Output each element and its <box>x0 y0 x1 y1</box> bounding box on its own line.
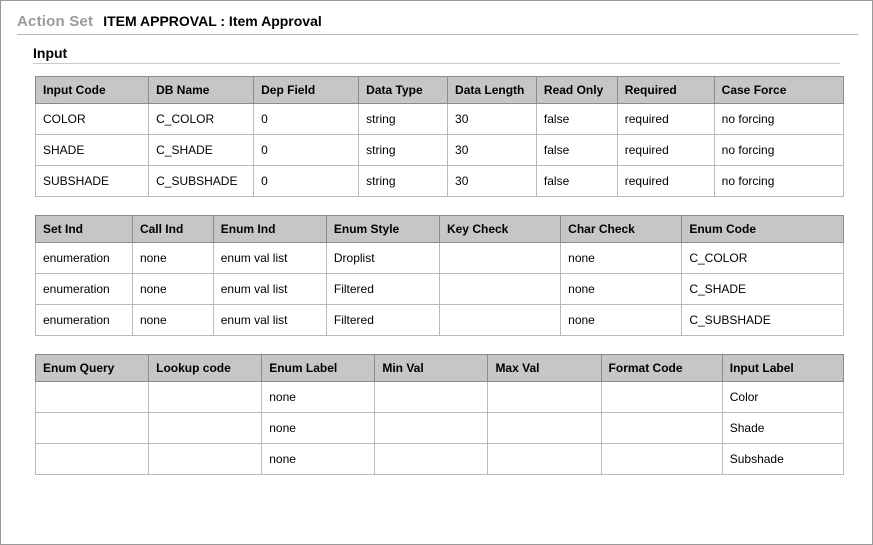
table-cell: required <box>617 166 714 197</box>
column-header: Call Ind <box>132 216 213 243</box>
input-definition-thead <box>36 77 844 104</box>
table-cell: no forcing <box>714 166 843 197</box>
table-cell: string <box>359 166 448 197</box>
column-header: Enum Label <box>262 355 375 382</box>
enum-settings-table <box>35 215 844 336</box>
column-header: Enum Style <box>326 216 439 243</box>
table-cell <box>149 413 262 444</box>
table-cell: no forcing <box>714 135 843 166</box>
column-header: Set Ind <box>36 216 133 243</box>
table-cell: false <box>536 104 617 135</box>
table-row <box>36 382 844 413</box>
enum-settings-thead <box>36 216 844 243</box>
column-header: Data Type <box>359 77 448 104</box>
table-cell: enum val list <box>213 243 326 274</box>
column-header: Format Code <box>601 355 722 382</box>
table-cell: SHADE <box>36 135 149 166</box>
table-row <box>36 413 844 444</box>
table-cell: COLOR <box>36 104 149 135</box>
table-cell <box>601 444 722 475</box>
table-cell: C_COLOR <box>149 104 254 135</box>
table-header-row <box>36 77 844 104</box>
table-cell: false <box>536 135 617 166</box>
table-cell <box>375 444 488 475</box>
table-cell: 30 <box>448 135 537 166</box>
table-cell <box>439 305 560 336</box>
table-cell: no forcing <box>714 104 843 135</box>
table-cell: false <box>536 166 617 197</box>
column-header: Key Check <box>439 216 560 243</box>
section-title-input: Input <box>33 45 68 61</box>
table-cell: Filtered <box>326 274 439 305</box>
table-header-row <box>36 216 844 243</box>
table-cell <box>36 382 149 413</box>
table-cell: 0 <box>254 104 359 135</box>
column-header: Required <box>617 77 714 104</box>
column-header: Enum Ind <box>213 216 326 243</box>
enum-query-table <box>35 354 844 475</box>
table-row <box>36 135 844 166</box>
table-row <box>36 305 844 336</box>
table-cell: none <box>561 274 682 305</box>
table-cell: string <box>359 135 448 166</box>
column-header: Min Val <box>375 355 488 382</box>
table-cell <box>375 382 488 413</box>
table-cell <box>149 444 262 475</box>
table-cell: enumeration <box>36 243 133 274</box>
input-definition-table <box>35 76 844 197</box>
table-cell: 30 <box>448 104 537 135</box>
enum-query-tbody <box>36 382 844 475</box>
table-row <box>36 243 844 274</box>
table-cell: C_SHADE <box>149 135 254 166</box>
table-row <box>36 444 844 475</box>
enum-settings-tbody <box>36 243 844 336</box>
table-cell <box>36 444 149 475</box>
input-definition-table-wrap <box>35 76 844 197</box>
table-cell: Color <box>722 382 843 413</box>
table-row <box>36 166 844 197</box>
table-cell <box>601 413 722 444</box>
table-cell <box>601 382 722 413</box>
table-cell: none <box>262 444 375 475</box>
table-cell: SUBSHADE <box>36 166 149 197</box>
table-cell <box>439 274 560 305</box>
table-cell <box>488 413 601 444</box>
column-header: Dep Field <box>254 77 359 104</box>
column-header: Enum Code <box>682 216 844 243</box>
table-cell: Filtered <box>326 305 439 336</box>
table-cell: C_SHADE <box>682 274 844 305</box>
table-cell: C_COLOR <box>682 243 844 274</box>
column-header: DB Name <box>149 77 254 104</box>
table-cell: 0 <box>254 135 359 166</box>
table-cell: 30 <box>448 166 537 197</box>
table-cell: Shade <box>722 413 843 444</box>
table-cell: none <box>132 305 213 336</box>
column-header: Input Code <box>36 77 149 104</box>
table-cell: Subshade <box>722 444 843 475</box>
table-cell <box>36 413 149 444</box>
table-cell: C_SUBSHADE <box>682 305 844 336</box>
input-definition-tbody <box>36 104 844 197</box>
enum-query-thead <box>36 355 844 382</box>
table-cell: none <box>561 243 682 274</box>
header-divider <box>17 34 858 35</box>
table-cell: enum val list <box>213 305 326 336</box>
enum-query-table-wrap <box>35 354 844 475</box>
table-cell: string <box>359 104 448 135</box>
table-cell: none <box>561 305 682 336</box>
column-header: Read Only <box>536 77 617 104</box>
table-row <box>36 104 844 135</box>
column-header: Case Force <box>714 77 843 104</box>
column-header: Enum Query <box>36 355 149 382</box>
column-header: Data Length <box>448 77 537 104</box>
table-cell <box>488 444 601 475</box>
table-cell <box>149 382 262 413</box>
table-cell: enum val list <box>213 274 326 305</box>
column-header: Max Val <box>488 355 601 382</box>
table-cell <box>439 243 560 274</box>
table-cell: C_SUBSHADE <box>149 166 254 197</box>
table-cell: enumeration <box>36 305 133 336</box>
column-header: Input Label <box>722 355 843 382</box>
table-header-row <box>36 355 844 382</box>
column-header: Lookup code <box>149 355 262 382</box>
table-cell <box>375 413 488 444</box>
table-cell: none <box>132 243 213 274</box>
table-row <box>36 274 844 305</box>
table-cell <box>488 382 601 413</box>
table-cell: enumeration <box>36 274 133 305</box>
table-cell: Droplist <box>326 243 439 274</box>
table-cell: required <box>617 104 714 135</box>
column-header: Char Check <box>561 216 682 243</box>
table-cell: none <box>262 382 375 413</box>
document-header <box>15 13 858 34</box>
page-title: ITEM APPROVAL : Item Approval <box>103 13 322 29</box>
enum-settings-table-wrap <box>35 215 844 336</box>
table-cell: 0 <box>254 166 359 197</box>
table-cell: required <box>617 135 714 166</box>
table-cell: none <box>132 274 213 305</box>
section-divider <box>33 63 840 64</box>
action-set-label: Action Set <box>17 13 94 30</box>
table-cell: none <box>262 413 375 444</box>
